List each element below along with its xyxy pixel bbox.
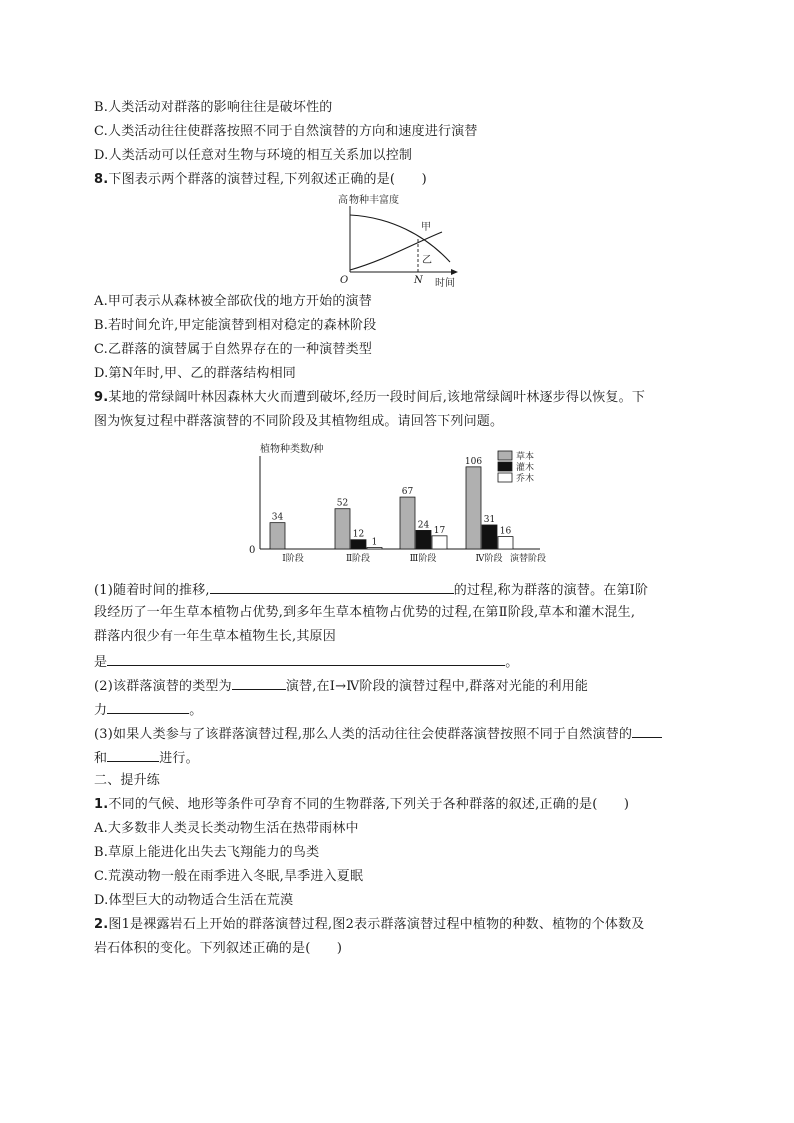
line-chart-xlabel: 时间 (435, 278, 455, 289)
s2-q2-stem-line1 (94, 917, 644, 933)
bar-value-label: 1 (371, 537, 378, 548)
q9-sub3-line1 (94, 725, 662, 743)
legend-label: 乔木 (516, 474, 535, 484)
q9-sub2-text-a: (2)该群落演替的类型为 (94, 679, 232, 694)
bar-tree-4 (498, 537, 513, 549)
q9-stem-line2: 图为恢复过程中群落演替的不同阶段及其植物组成。请回答下列问题。 (94, 414, 504, 429)
s2-q1-stem-text: 不同的气候、地形等条件可孕育不同的生物群落,下列关于各种群落的叙述,正确的是( ) (108, 797, 630, 812)
legend-swatch (498, 462, 512, 471)
q9-sub1-line1 (94, 581, 648, 599)
q7-option-c: C.人类活动往往使群落按照不同于自然演替的方向和速度进行演替 (94, 124, 478, 139)
q9-bar-chart (240, 440, 560, 570)
q9-sub1-line3: 群落内很少有一年生草本植物生长,其原因 (94, 629, 336, 644)
bar-value-label: 67 (401, 487, 414, 498)
q9-sub1-text-c: 是 (94, 655, 108, 670)
s2-q1-option-b: B.草原上能进化出失去飞翔能力的鸟类 (94, 845, 320, 860)
bar-shrub-4 (482, 525, 497, 549)
series-yi-label: 乙 (422, 255, 432, 266)
line-chart-mark-n: N (414, 275, 423, 286)
bar-chart-legend (498, 450, 534, 484)
q9-sub1-line4 (94, 653, 518, 671)
line-chart-ylabel-prefix: 高 (338, 195, 348, 206)
bar-chart-xlabel: 演替阶段 (510, 554, 547, 564)
q9-sub1-line2: 段经历了一年生草本植物占优势,到多年生草本植物占优势的过程,在第Ⅱ阶段,草本和灌木混生, (94, 605, 636, 620)
q9-sub2-line2 (94, 701, 202, 719)
s2-q1-option-c: C.荒漠动物一般在雨季进入冬眠,旱季进入夏眠 (94, 869, 364, 884)
bar-shrub-2 (351, 540, 366, 549)
q9-sub1-blank-1[interactable] (210, 581, 454, 594)
bar-value-label: 106 (464, 456, 483, 467)
q9-sub1-text-b: 的过程,称为群落的演替。在第Ⅰ阶 (453, 583, 649, 598)
q9-sub3-blank-2[interactable] (107, 749, 159, 762)
line-chart-x-arrow (451, 269, 458, 275)
q9-sub2-text-d: 。 (189, 703, 203, 718)
q9-sub3-text-a: (3)如果人类参与了该群落演替过程,那么人类的活动往往会使群落演替按照不同于自然演替的 (94, 727, 633, 742)
bar-value-label: 16 (499, 526, 512, 537)
q9-sub1-blank-2[interactable] (107, 653, 505, 666)
q9-stem-line1 (94, 390, 645, 406)
bar-herb-2 (335, 509, 350, 549)
s2-q1-number: 1. (94, 797, 109, 812)
q7-option-b: B.人类活动对群落的影响往往是破坏性的 (94, 100, 333, 115)
q9-sub1-text-a: (1)随着时间的推移, (94, 583, 210, 598)
q8-option-a: A.甲可表示从森林被全部砍伐的地方开始的演替 (94, 294, 372, 309)
bar-value-label: 12 (352, 529, 365, 540)
q9-sub3-text-b: 和 (94, 751, 108, 766)
bar-value-label: 34 (271, 512, 284, 523)
bar-tree-2 (367, 548, 382, 550)
series-jia-label: 甲 (421, 222, 431, 233)
q8-number: 8. (94, 172, 109, 187)
bar-shrub-3 (416, 530, 431, 549)
bar-chart-category-label: Ⅲ阶段 (409, 554, 437, 564)
bar-chart-category-label: Ⅱ阶段 (345, 554, 371, 564)
bar-chart-category-label: Ⅳ阶段 (475, 554, 503, 564)
q8-stem (94, 172, 427, 188)
bar-value-label: 52 (336, 498, 349, 509)
legend-swatch (498, 451, 512, 460)
s2-q1-stem (94, 797, 629, 813)
q8-option-d: D.第N年时,甲、乙的群落结构相同 (94, 366, 296, 381)
q9-sub2-blank-1[interactable] (232, 677, 286, 690)
section2-title: 二、提升练 (94, 773, 161, 788)
q9-sub2-line1 (94, 677, 588, 695)
q9-sub2-text-c: 力 (94, 703, 108, 718)
q9-sub3-text-c: 进行。 (159, 751, 199, 766)
bar-chart-ylabel: 植物种类数/种 (260, 444, 324, 455)
q9-number: 9. (94, 390, 109, 405)
q9-sub3-blank-1[interactable] (632, 725, 662, 738)
bar-herb-4 (466, 467, 481, 549)
s2-q2-number: 2. (94, 917, 109, 932)
bar-chart-origin: 0 (249, 545, 256, 556)
s2-q2-stem-text-1: 图1是裸露岩石上开始的群落演替过程,图2表示群落演替过程中植物的种数、植物的个体数及 (108, 917, 645, 932)
q9-sub2-blank-2[interactable] (107, 701, 189, 714)
bar-value-label: 17 (433, 525, 446, 536)
s2-q2-stem-line2: 岩石体积的变化。下列叙述正确的是( ) (94, 941, 343, 956)
s2-q1-option-d: D.体型巨大的动物适合生活在荒漠 (94, 893, 294, 908)
bar-value-label: 31 (483, 514, 496, 525)
bar-chart-category-label: Ⅰ阶段 (282, 554, 304, 564)
series-jia-curve (350, 215, 450, 262)
q9-sub2-text-b: 演替,在Ⅰ→Ⅳ阶段的演替过程中,群落对光能的利用能 (285, 679, 589, 694)
q9-sub3-line2 (94, 749, 199, 767)
q8-option-c: C.乙群落的演替属于自然界存在的一种演替类型 (94, 342, 373, 357)
q9-stem-text-1: 某地的常绿阔叶林因森林大火而遭到破坏,经历一段时间后,该地常绿阔叶林逐步得以恢复。下 (108, 390, 646, 405)
legend-swatch (498, 473, 512, 482)
legend-label: 灌木 (516, 463, 535, 473)
q9-sub1-text-d: 。 (505, 655, 519, 670)
q8-option-b: B.若时间允许,甲定能演替到相对稳定的森林阶段 (94, 318, 377, 333)
line-chart-ylabel: 物种丰富度 (349, 195, 399, 206)
s2-q1-option-a: A.大多数非人类灵长类动物生活在热带雨林中 (94, 821, 359, 836)
bar-tree-3 (432, 536, 447, 549)
bar-value-label: 24 (417, 520, 430, 531)
q8-line-chart (330, 190, 465, 290)
q8-stem-text: 下图表示两个群落的演替过程,下列叙述正确的是( ) (108, 172, 427, 187)
q7-option-d: D.人类活动可以任意对生物与环境的相互关系加以控制 (94, 148, 413, 163)
legend-label: 草本 (516, 452, 535, 462)
bar-herb-3 (400, 497, 415, 549)
bar-herb-1 (270, 523, 285, 549)
line-chart-origin: O (340, 275, 349, 286)
